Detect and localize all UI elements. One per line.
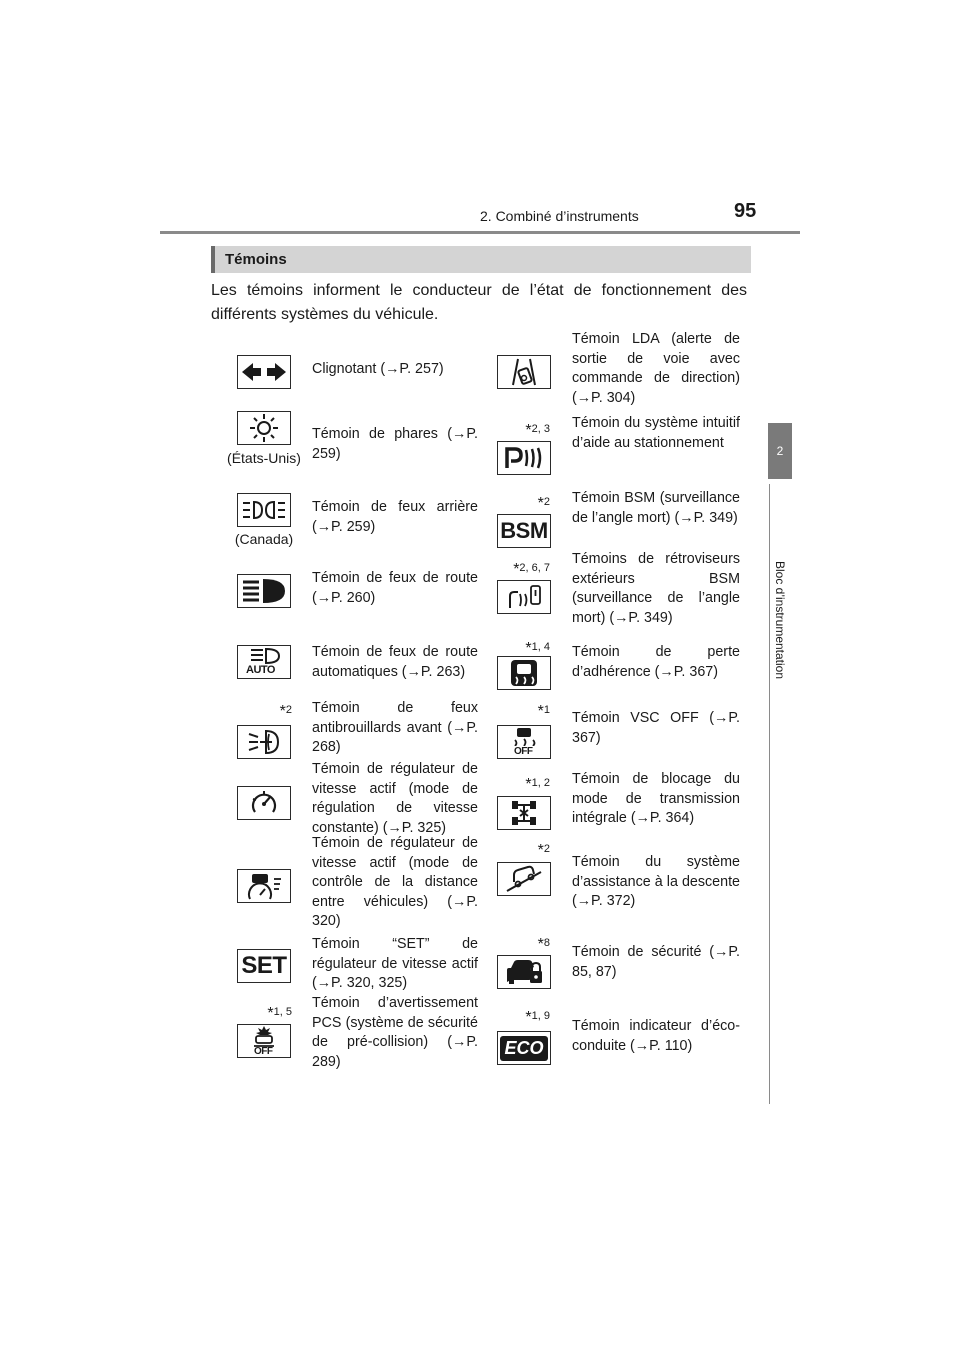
auto-high-beam-icon: AUTO xyxy=(237,645,291,679)
cruise-control-icon xyxy=(237,786,291,820)
indicator-description: Témoin du système d’assistance à la descente (→P. 372) xyxy=(572,854,740,909)
footnote-mark: *2 xyxy=(537,842,550,859)
pcs-warning-icon: OFF xyxy=(237,1024,291,1058)
indicator-description: Témoin de feux arrière (→P. 259) xyxy=(312,499,478,535)
section-header-accent xyxy=(211,246,215,273)
section-intro: Les témoins informent le conducteur de l’état de fonctionnement des différents systèmes du véhicule. xyxy=(211,282,747,323)
bsm-icon: BSM xyxy=(497,514,551,548)
bsm-mirror-icon xyxy=(497,580,551,614)
4wd-lock-icon xyxy=(497,796,551,830)
indicator-description: Témoin de perte d’adhérence (→P. 367) xyxy=(572,644,740,680)
parking-assist-icon xyxy=(497,441,551,475)
vsc-off-icon: OFF xyxy=(497,725,551,759)
footnote-mark: *2, 3 xyxy=(525,422,550,439)
indicator-description: Témoin “SET” de régulateur de vitesse actif (→P. 320, 325) xyxy=(312,936,478,991)
indicator-description: Témoin de sécurité (→P. 85, 87) xyxy=(572,944,740,980)
indicator-description: Témoin de feux de route (→P. 260) xyxy=(312,570,478,606)
region-label: (États-Unis) xyxy=(227,450,301,466)
footnote-mark: *2 xyxy=(537,495,550,512)
footnote-mark: *2 xyxy=(279,703,292,720)
indicator-description: Témoin du système intuitif d’aide au stationnement xyxy=(572,415,740,451)
section-header xyxy=(211,246,751,273)
high-beam-icon xyxy=(237,574,291,608)
footnote-mark: *1, 5 xyxy=(267,1005,292,1022)
security-icon xyxy=(497,955,551,989)
indicator-description: Témoin BSM (surveillance de l’angle mort) (→P. 349) xyxy=(572,490,740,526)
footnote-mark: *2, 6, 7 xyxy=(513,561,550,578)
radar-cruise-icon xyxy=(237,869,291,903)
tail-light-icon xyxy=(237,493,291,527)
indicator-description: Témoin indicateur d’éco-conduite (→P. 110) xyxy=(572,1018,740,1054)
footnote-mark: *1 xyxy=(537,703,550,720)
indicator-description: Témoin de régulateur de vitesse actif (mode de contrôle de la distance entre véhicules) (→P. 320) xyxy=(312,835,478,929)
header-rule xyxy=(160,231,800,234)
footnote-mark: *1, 4 xyxy=(525,640,550,657)
indicator-description: Témoin VSC OFF (→P. 367) xyxy=(572,710,740,746)
eco-icon: ECO xyxy=(497,1031,551,1065)
indicator-description: Témoin d’avertissement PCS (système de sécurité de pré-collision) (→P. 289) xyxy=(312,995,478,1070)
chapter-title: 2. Combiné d’instruments xyxy=(480,208,639,224)
indicator-description: Témoin de blocage du mode de transmission intégrale (→P. 364) xyxy=(572,771,740,826)
indicator-description: Témoins de rétroviseurs extérieurs BSM (surveillance de l’angle mort) (→P. 349) xyxy=(572,551,740,626)
turn-signal-icon xyxy=(237,355,291,389)
page-number: 95 xyxy=(734,200,757,222)
slip-indicator-icon xyxy=(497,656,551,690)
section-title: Témoins xyxy=(225,251,287,268)
indicator-description: Témoin de feux de route automatiques (→P. 263) xyxy=(312,644,478,680)
downhill-assist-icon xyxy=(497,862,551,896)
footnote-mark: *1, 9 xyxy=(525,1009,550,1026)
lda-steering-icon xyxy=(497,355,551,389)
side-tab-label: Bloc d’instrumentation xyxy=(773,560,787,680)
side-tab-number: 2 xyxy=(768,423,792,479)
footnote-mark: *1, 2 xyxy=(525,776,550,793)
front-fog-icon xyxy=(237,725,291,759)
indicator-description: Témoin LDA (alerte de sortie de voie avec commande de direction) (→P. 304) xyxy=(572,331,740,406)
indicator-description: Clignotant (→P. 257) xyxy=(312,361,444,377)
indicator-description: Témoin de feux antibrouillards avant (→P. 268) xyxy=(312,700,478,755)
indicator-description: Témoin de phares (→P. 259) xyxy=(312,426,478,462)
set-icon: SET xyxy=(237,949,291,983)
headlight-icon xyxy=(237,411,291,445)
region-label: (Canada) xyxy=(234,531,294,547)
footnote-mark: *8 xyxy=(537,936,550,953)
indicator-description: Témoin de régulateur de vitesse actif (mode de régulation de vitesse constante) (→P. 325) xyxy=(312,761,478,836)
